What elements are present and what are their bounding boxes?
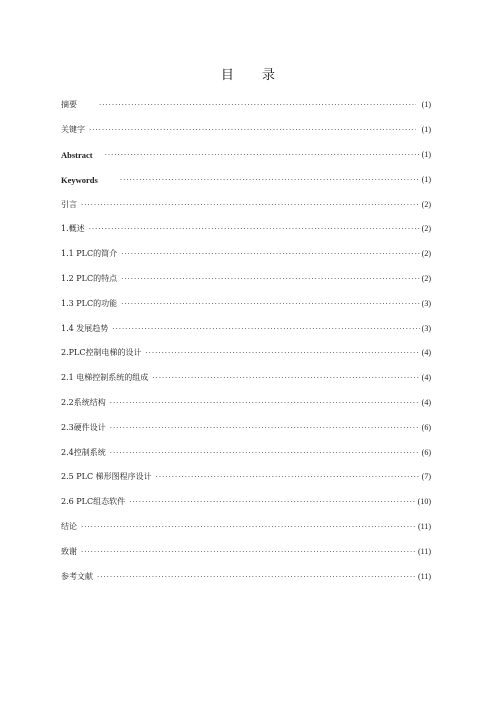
toc-entry-label: 1.4 发展趋势 xyxy=(61,323,109,333)
toc-entry-page: (2) xyxy=(421,199,431,209)
toc-dot-leader xyxy=(89,125,416,135)
toc-entry-label: 2.PLC控制电梯的设计 xyxy=(61,348,142,358)
toc-entry-keywords-cn[interactable] xyxy=(61,118,431,143)
toc-dot-leader xyxy=(110,448,420,458)
toc-entry-page: (3) xyxy=(421,323,431,333)
toc-entry-references[interactable] xyxy=(61,564,431,589)
toc-dot-leader xyxy=(81,547,416,557)
toc-entry-label: 2.4控制系统 xyxy=(61,447,106,457)
table-of-contents xyxy=(61,93,431,589)
toc-dot-leader xyxy=(105,150,420,160)
toc-entry-label: 结论 xyxy=(61,521,77,531)
toc-dot-leader xyxy=(156,472,420,482)
toc-entry-acknowledgements[interactable] xyxy=(61,539,431,564)
toc-entry-page: (1) xyxy=(421,149,431,159)
toc-dot-leader xyxy=(97,572,416,582)
toc-entry-page: (7) xyxy=(421,472,431,482)
toc-entry-conclusion[interactable] xyxy=(61,515,431,540)
toc-entry-chapter-2[interactable] xyxy=(61,341,431,366)
toc-entry-label: 1.2 PLC的特点 xyxy=(61,273,118,283)
toc-entry-section-2-5[interactable] xyxy=(61,465,431,490)
toc-dot-leader xyxy=(129,497,416,507)
toc-entry-label: 1.1 PLC的简介 xyxy=(61,249,118,259)
toc-entry-section-1-4[interactable] xyxy=(61,316,431,341)
toc-entry-page: (2) xyxy=(421,273,431,283)
toc-entry-section-1-2[interactable] xyxy=(61,267,431,292)
toc-dot-leader xyxy=(120,175,420,185)
toc-entry-page: (1) xyxy=(421,174,431,184)
toc-entry-page: (11) xyxy=(417,571,431,581)
toc-entry-label: 1.3 PLC的功能 xyxy=(61,298,118,308)
toc-entry-label: 参考文献 xyxy=(61,571,93,581)
toc-entry-abstract-cn[interactable] xyxy=(61,93,431,118)
toc-dot-leader xyxy=(152,373,419,383)
toc-entry-keywords-en[interactable] xyxy=(61,167,431,192)
toc-dot-leader xyxy=(99,100,416,110)
toc-entry-page: (11) xyxy=(417,521,431,531)
toc-title: 目 录 xyxy=(220,68,288,83)
toc-entry-page: (10) xyxy=(417,497,431,507)
toc-entry-label: 关键字 xyxy=(61,125,85,135)
toc-entry-section-2-2[interactable] xyxy=(61,391,431,416)
toc-entry-page: (11) xyxy=(417,546,431,556)
toc-entry-page: (4) xyxy=(421,397,431,407)
toc-entry-label: 2.5 PLC 梯形图程序设计 xyxy=(61,472,152,482)
toc-dot-leader xyxy=(89,224,420,234)
toc-entry-page: (6) xyxy=(421,447,431,457)
toc-entry-page: (2) xyxy=(421,224,431,234)
toc-entry-page: (3) xyxy=(421,298,431,308)
toc-entry-page: (6) xyxy=(421,422,431,432)
toc-entry-section-2-4[interactable] xyxy=(61,440,431,465)
toc-entry-page: (2) xyxy=(421,249,431,259)
toc-entry-page: (1) xyxy=(421,100,431,110)
toc-entry-section-2-6[interactable] xyxy=(61,490,431,515)
toc-entry-label: 2.2系统结构 xyxy=(61,397,106,407)
toc-entry-section-1-1[interactable] xyxy=(61,242,431,267)
toc-entry-label: 摘要 xyxy=(61,100,77,110)
toc-entry-page: (4) xyxy=(421,373,431,383)
toc-entry-section-2-1[interactable] xyxy=(61,366,431,391)
toc-entry-abstract-en[interactable] xyxy=(61,143,431,168)
toc-entry-section-2-3[interactable] xyxy=(61,415,431,440)
toc-entry-section-1-3[interactable] xyxy=(61,291,431,316)
toc-entry-label: 2.3硬件设计 xyxy=(61,422,106,432)
toc-dot-leader xyxy=(110,398,420,408)
toc-dot-leader xyxy=(121,274,420,284)
toc-entry-label: Keywords xyxy=(61,174,98,185)
toc-entry-chapter-1[interactable] xyxy=(61,217,431,242)
toc-entry-introduction[interactable] xyxy=(61,192,431,217)
toc-entry-label: 1.概述 xyxy=(61,224,85,234)
toc-dot-leader xyxy=(121,249,420,259)
toc-entry-page: (4) xyxy=(421,348,431,358)
toc-dot-leader xyxy=(121,299,420,309)
toc-entry-label: 2.6 PLC组态软件 xyxy=(61,497,126,507)
toc-entry-label: Abstract xyxy=(61,149,93,160)
toc-dot-leader xyxy=(112,324,419,334)
toc-entry-label: 2.1 电梯控制系统的组成 xyxy=(61,373,149,383)
toc-dot-leader xyxy=(110,423,420,433)
toc-entry-label: 引言 xyxy=(61,199,77,209)
toc-dot-leader xyxy=(145,348,419,358)
toc-entry-label: 致谢 xyxy=(61,546,77,556)
toc-dot-leader xyxy=(81,522,416,532)
toc-entry-page: (1) xyxy=(421,125,431,135)
toc-dot-leader xyxy=(81,200,420,210)
